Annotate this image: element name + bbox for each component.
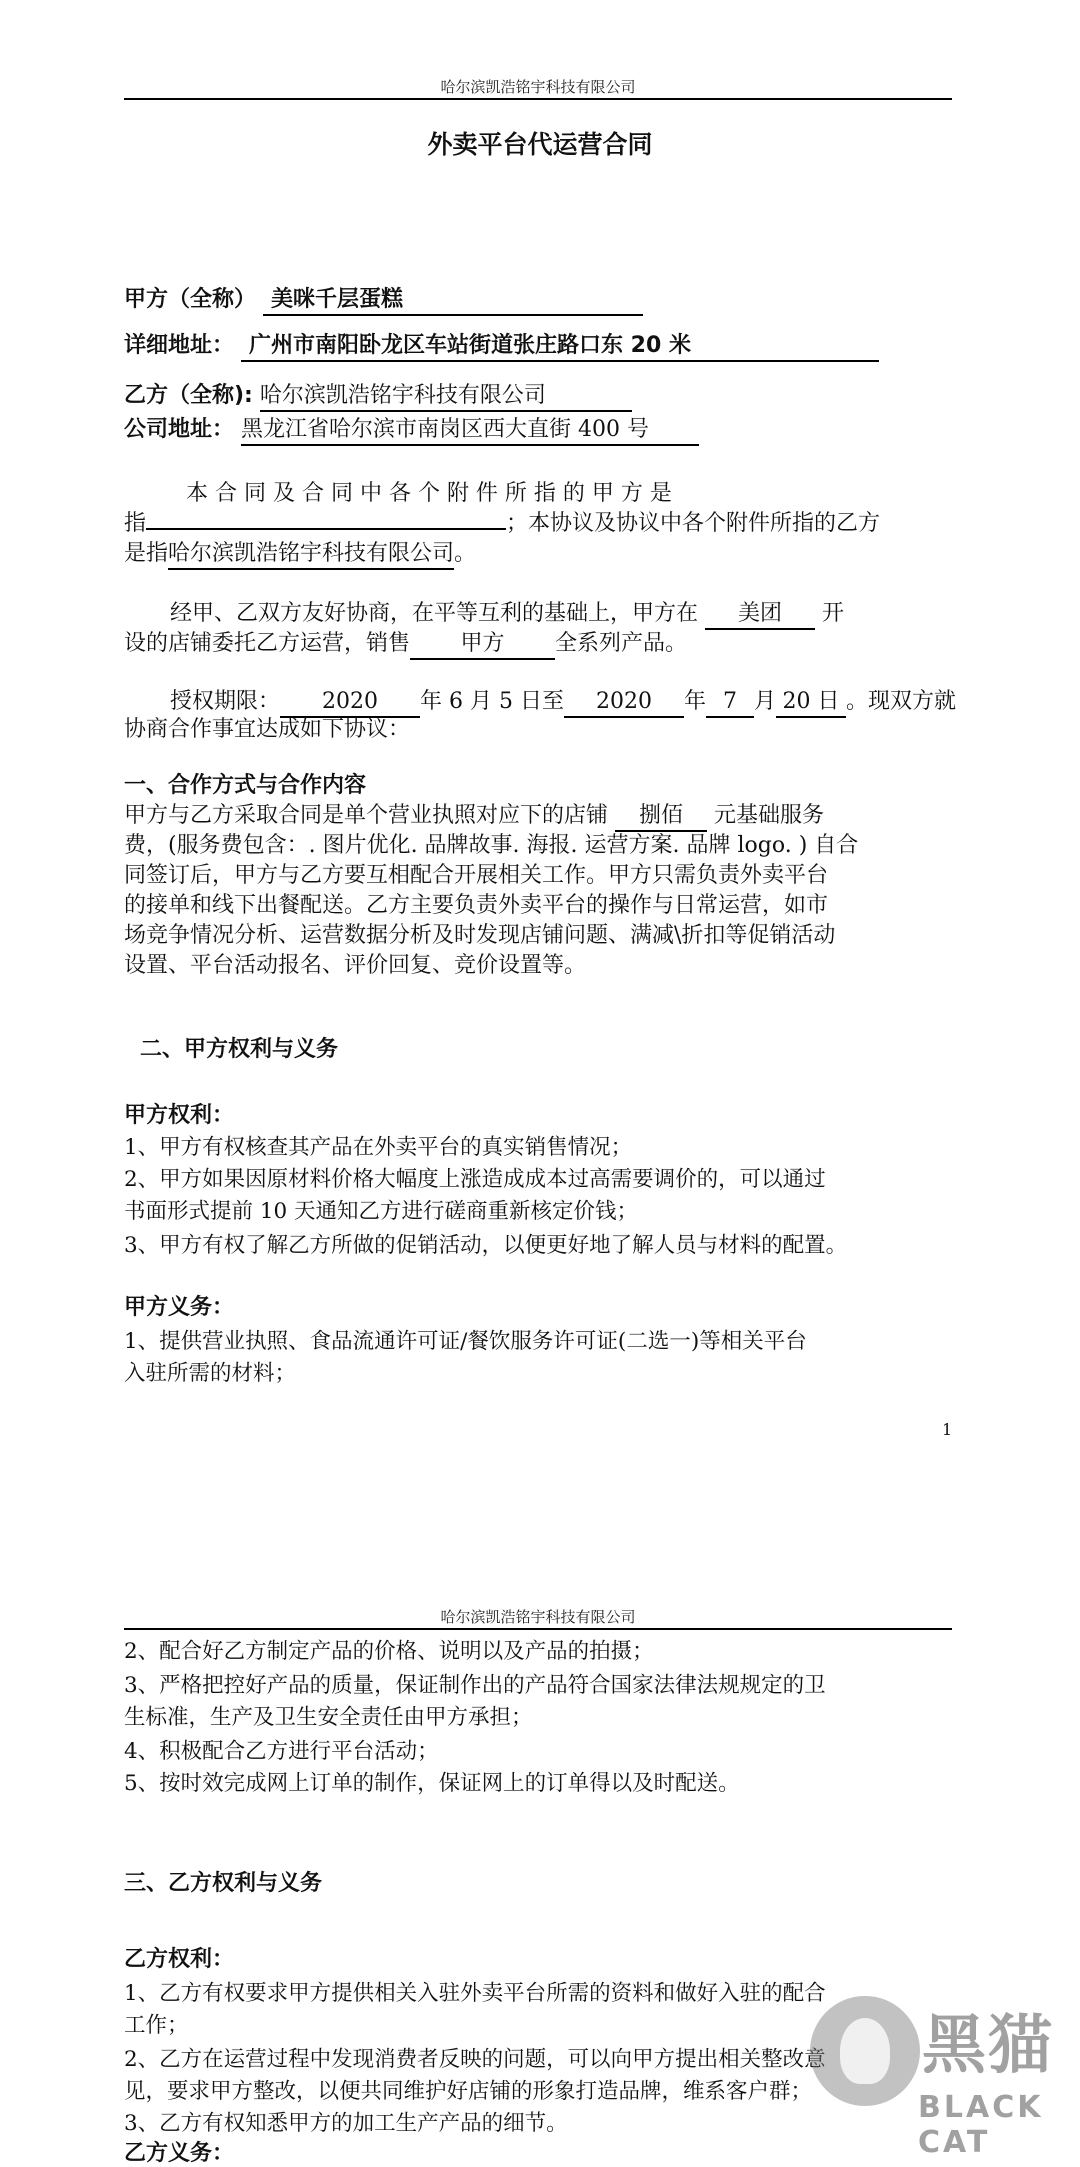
- auth-end-day: 20 日: [776, 688, 846, 718]
- party-b-address-value: 黑龙江省哈尔滨市南岗区西大直街 400 号: [241, 416, 699, 446]
- party-a-right-2-cont: 书面形式提前 10 天通知乙方进行磋商重新核定价钱；: [124, 1199, 639, 1224]
- party-b-right-1: 1、乙方有权要求甲方提供相关入驻外卖平台所需的资料和做好入驻的配合: [124, 1981, 826, 2006]
- party-a-right-2: 2、甲方如果因原材料价格大幅度上涨造成成本过高需要调价的，可以通过: [124, 1167, 826, 1192]
- section-1-line-6: 设置、平台活动报名、评价回复、竞价设置等。: [124, 953, 587, 978]
- intro-blank: [146, 528, 506, 530]
- party-a-address-value: 广州市南阳卧龙区车站街道张庄路口东 20 米: [241, 332, 879, 362]
- party-a-right-3: 3、甲方有权了解乙方所做的促销活动，以便更好地了解人员与材料的配置。: [124, 1233, 848, 1258]
- section-1-line-1-a: 甲方与乙方采取合同是单个营业执照对应下的店铺: [124, 803, 609, 828]
- party-b-address-label: 公司地址：: [124, 417, 235, 442]
- contract-title: 外卖平台代运营合同: [427, 130, 653, 159]
- party-b-right-2-cont: 见，要求甲方整改，以便共同维护好店铺的形象打造品牌，维系客户群；: [124, 2079, 813, 2104]
- party-b-name-label: 乙方（全称):: [124, 383, 253, 408]
- intro-party-b: 哈尔滨凯浩铭宇科技有限公司: [168, 540, 454, 570]
- section-3-heading: 三、乙方权利与义务: [124, 1871, 323, 1896]
- intro-line-3-a: 是指: [124, 541, 169, 566]
- auth-label: 授权期限：: [170, 689, 281, 714]
- party-b-right-1-cont: 工作；: [124, 2013, 189, 2038]
- auth-line-1-b: 。现双方就: [846, 689, 957, 714]
- auth-mid-2: 年: [683, 689, 706, 714]
- watermark-en: BLACK CAT: [918, 2090, 1044, 2160]
- intro-line-2: [124, 506, 880, 537]
- cat-logo-icon: [810, 1996, 920, 2106]
- consult-line-2-b: 全系列产品。: [555, 631, 688, 656]
- consult-line-2: [124, 626, 687, 660]
- intro-line-2-b: ；本协议及协议中各个附件所指的乙方: [506, 511, 881, 536]
- party-a-address-label: 详细地址：: [124, 333, 235, 358]
- consult-line-2-a: 设的店铺委托乙方运营，销售: [124, 631, 411, 656]
- party-a-name-value: 美咪千层蛋糕: [263, 286, 643, 316]
- intro-line-2-a: 指: [124, 511, 147, 536]
- auth-end-month: 7: [706, 688, 754, 718]
- section-1-line-1-b: 元基础服务: [714, 803, 825, 828]
- consult-line-1-a: 经甲、乙双方友好协商，在平等互利的基础上，甲方在: [170, 601, 699, 626]
- party-a-duty-4: 4、积极配合乙方进行平台活动；: [124, 1739, 439, 1764]
- page-2-header-rule: [124, 1628, 952, 1630]
- watermark-cn: 黑猫: [922, 2009, 1054, 2083]
- section-1-line-2: 费，(服务费包含：. 图片优化. 品牌故事. 海报. 运营方案. 品牌 logo. ) 自合: [124, 833, 859, 858]
- party-a-duty-3-cont: 生标准，生产及卫生安全责任由甲方承担；: [124, 1705, 533, 1730]
- service-fee: 捌佰: [615, 802, 707, 832]
- party-a-name-row: [124, 282, 643, 316]
- section-2-heading: 二、甲方权利与义务: [140, 1037, 339, 1062]
- party-a-duty-1-cont: 入驻所需的材料；: [124, 1361, 297, 1386]
- party-a-duty-1: 1、提供营业执照、食品流通许可证/餐饮服务许可证(二选一)等相关平台: [124, 1329, 807, 1354]
- page-2-header-company: 哈尔滨凯浩铭宇科技有限公司: [440, 1608, 636, 1626]
- auth-mid-3: 月: [754, 689, 777, 714]
- auth-start-year: 2020: [280, 688, 420, 718]
- auth-line-2: 协商合作事宜达成如下协议：: [124, 717, 411, 742]
- party-a-duties-title: 甲方义务：: [124, 1295, 235, 1320]
- page-header-company: 哈尔滨凯浩铭宇科技有限公司: [440, 78, 636, 96]
- party-a-duty-2: 2、配合好乙方制定产品的价格、说明以及产品的拍摄；: [124, 1639, 654, 1664]
- party-b-right-2: 2、乙方在运营过程中发现消费者反映的问题，可以向甲方提出相关整改意: [124, 2047, 826, 2072]
- black-cat-watermark: [800, 1986, 1070, 2160]
- section-1-heading: 一、合作方式与合作内容: [124, 773, 367, 798]
- header-rule: [124, 98, 952, 100]
- party-a-rights-title: 甲方权利：: [124, 1103, 235, 1128]
- section-1-line-3: 同签订后，甲方与乙方要互相配合开展相关工作。甲方只需负责外卖平台: [124, 863, 829, 888]
- party-b-duties-title: 乙方义务：: [124, 2141, 235, 2166]
- party-b-name-row: [124, 378, 632, 412]
- party-a-right-1: 1、甲方有权核查其产品在外卖平台的真实销售情况；: [124, 1135, 633, 1160]
- party-b-address-row: [124, 412, 699, 446]
- party-a-address-row: [124, 328, 879, 362]
- consult-platform: 美团: [705, 600, 815, 630]
- party-a-duty-3: 3、严格把控好产品的质量，保证制作出的产品符合国家法律法规规定的卫: [124, 1673, 826, 1698]
- consult-line-1: [170, 596, 844, 630]
- party-a-name-label: 甲方（全称）: [124, 287, 257, 312]
- section-1-line-1: [124, 798, 824, 832]
- page-number: 1: [942, 1420, 953, 1439]
- party-b-rights-title: 乙方权利：: [124, 1947, 235, 1972]
- party-b-right-3: 3、乙方有权知悉甲方的加工生产产品的细节。: [124, 2111, 568, 2136]
- consult-seller: 甲方: [410, 630, 555, 660]
- section-1-line-4: 的接单和线下出餐配送。乙方主要负责外卖平台的操作与日常运营，如市: [124, 893, 829, 918]
- auth-end-year: 2020: [564, 688, 684, 718]
- intro-line-3-c: 。: [454, 541, 477, 566]
- intro-line-3: [124, 536, 476, 570]
- intro-line-1: 本 合 同 及 合 同 中 各 个 附 件 所 指 的 甲 方 是: [186, 481, 672, 506]
- consult-line-1-b: 开: [822, 601, 845, 626]
- party-b-name-value: 哈尔滨凯浩铭宇科技有限公司: [260, 382, 632, 412]
- party-a-duty-5: 5、按时效完成网上订单的制作，保证网上的订单得以及时配送。: [124, 1771, 740, 1796]
- auth-mid-1: 年 6 月 5 日至: [420, 689, 564, 714]
- section-1-line-5: 场竞争情况分析、运营数据分析及时发现店铺问题、满减\折扣等促销活动: [124, 923, 836, 948]
